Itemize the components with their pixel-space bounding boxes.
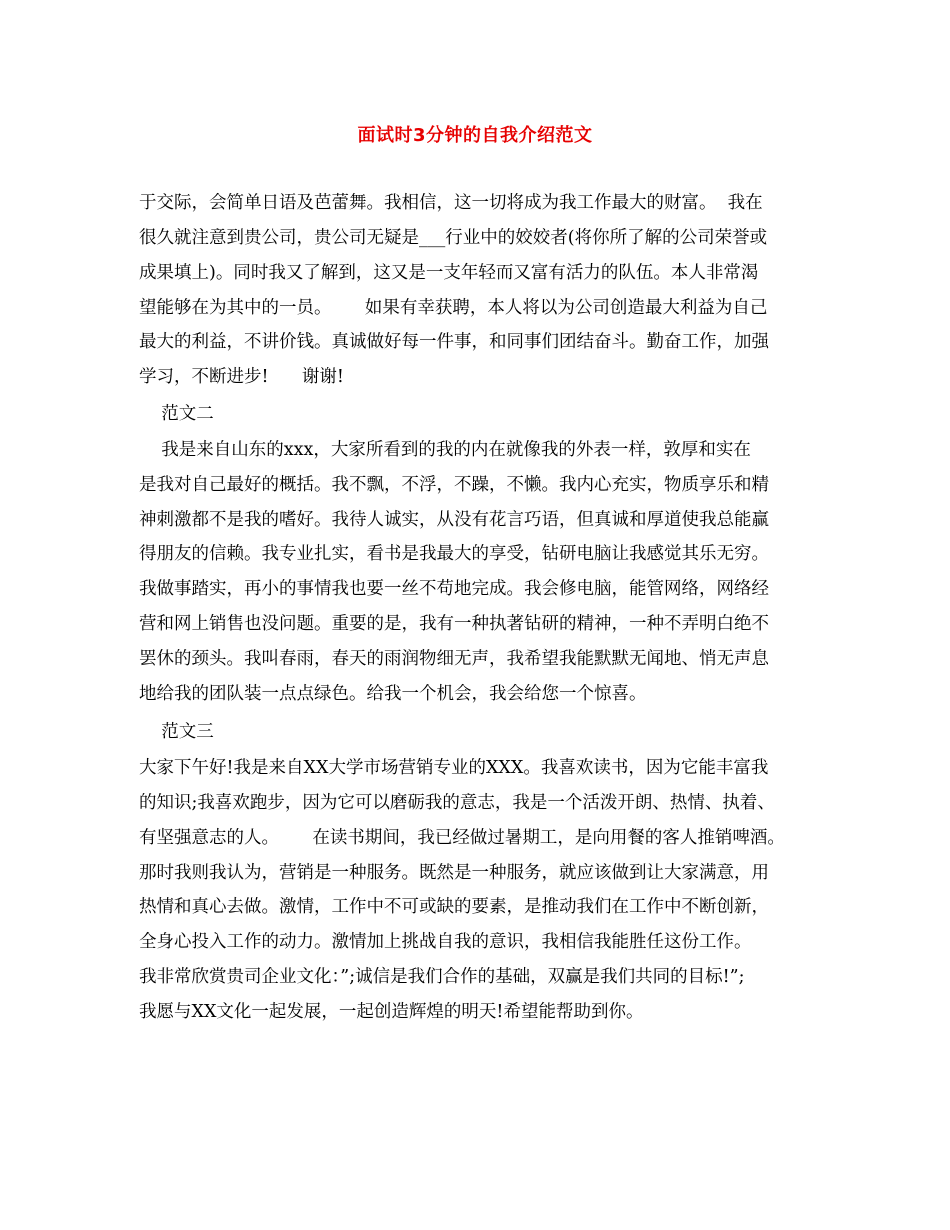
text-line: 的知识;我喜欢跑步，因为它可以磨砺我的意志，我是一个活泼开朗、热情、执着、 (139, 793, 775, 813)
text-line: 我做事踏实，再小的事情我也要一丝不苟地完成。我会修电脑，能管网络，网络经 (139, 579, 769, 599)
text-line: 罢休的颈头。我叫春雨，春天的雨润物细无声，我希望我能默默无闻地、悄无声息 (139, 649, 769, 669)
text-line: 地给我的团队装一点点绿色。给我一个机会，我会给您一个惊喜。 (139, 684, 647, 704)
text-line: 有坚强意志的人。 在读书期间，我已经做过暑期工，是向用餐的客人推销啤酒。 (139, 828, 785, 848)
text-line: 热情和真心去做。激情，工作中不可或缺的要素，是推动我们在工作中不断创新， (139, 897, 769, 917)
text-line: 我非常欣赏贵司企业文化：”;诚信是我们合作的基础，双赢是我们共同的目标!”; (139, 967, 745, 987)
text-line: 范文三 (139, 722, 214, 742)
text-line: 我愿与XX文化一起发展，一起创造辉煌的明天!希望能帮助到你。 (139, 1002, 644, 1022)
text-line: 营和网上销售也没问题。重要的是，我有一种执著钻研的精神，一种不弄明白绝不 (139, 614, 769, 634)
text-line: 很久就注意到贵公司，贵公司无疑是___行业中的姣姣者(将你所了解的公司荣誉或 (139, 228, 768, 248)
text-line: 最大的利益，不讲价钱。真诚做好每一件事，和同事们团结奋斗。勤奋工作，加强 (139, 332, 769, 352)
text-line: 那时我则我认为，营销是一种服务。既然是一种服务，就应该做到让大家满意，用 (139, 863, 769, 883)
text-line: 得朋友的信赖。我专业扎实，看书是我最大的享受，钻研电脑让我感觉其乐无穷。 (139, 544, 769, 564)
text-line: 是我对自己最好的概括。我不飘，不浮，不躁，不懒。我内心充实，物质享乐和精 (139, 475, 769, 495)
text-line: 于交际，会简单日语及芭蕾舞。我相信，这一切将成为我工作最大的财富。 我在 (139, 193, 763, 213)
text-line: 大家下午好!我是来自XX大学市场营销专业的XXX。我喜欢读书，因为它能丰富我 (139, 758, 769, 778)
text-line: 全身心投入工作的动力。激情加上挑战自我的意识，我相信我能胜任这份工作。 (139, 932, 752, 952)
text-line: 我是来自山东的xxx，大家所看到的我的内在就像我的外表一样，敦厚和实在 (139, 440, 751, 460)
text-line: 范文二 (139, 404, 214, 424)
document-title: 面试时3分钟的自我介绍范文 (357, 125, 593, 146)
text-line: 成果填上)。同时我又了解到，这又是一支年轻而又富有活力的队伍。本人非常渴 (139, 263, 759, 283)
text-line: 望能够在为其中的一员。 如果有幸获聘，本人将以为公司创造最大利益为自己 (139, 298, 768, 318)
text-line: 神刺激都不是我的嗜好。我待人诚实，从没有花言巧语，但真诚和厚道使我总能赢 (139, 510, 769, 530)
text-line: 学习，不断进步! 谢谢! (139, 367, 344, 387)
